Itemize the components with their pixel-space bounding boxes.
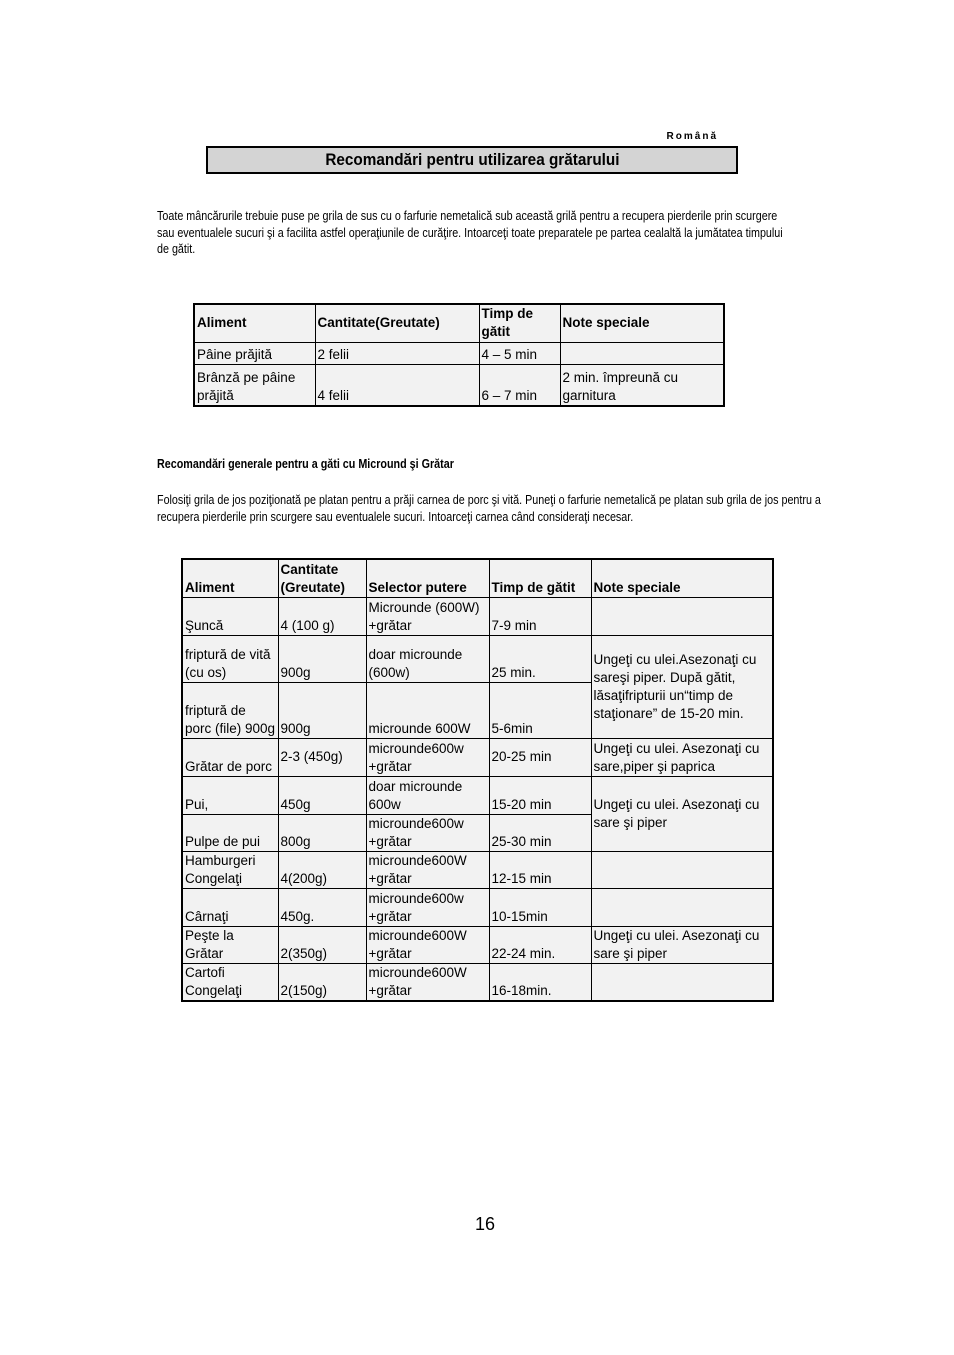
table-cell: doar microunde 600w [366,776,489,814]
table-cell [591,851,773,888]
table-cell: 450g [278,776,366,814]
table-row [182,963,773,1001]
table-cell: 16-18min. [489,963,591,1001]
table-cell: 900g [278,682,366,738]
table-cell: 15-20 min [489,776,591,814]
table-cell: 900g [278,635,366,682]
table-cell: microunde600W +grătar [366,851,489,888]
table-cell: Pâine prăjită [194,342,315,364]
table-cell: Ungeţi cu ulei. Asezonaţi cu sare şi piper [591,926,773,963]
section-paragraph: Folosiţi grila de jos poziţionată pe platan pentru a prăji carnea de porc şi vită. Puneţi o farfurie nemetalică pe platan sub grila de jos pentru a recupera pierderile prin scurgere sau eventualele sucuri. Intoarceţi carnea când consideraţi necesar. [157,493,821,524]
table-cell: 2 felii [315,342,479,364]
table-cell: Şuncă [182,597,278,635]
table-cell: 450g. [278,888,366,926]
table-cell [591,597,773,635]
microwave-grill-table [181,558,774,1002]
table-row [182,888,773,926]
grill-table [193,303,725,407]
page-title-box [206,146,738,174]
table-cell: 2-3 (450g) [278,738,366,776]
table-cell: friptură de porc (file) 900g [182,682,278,738]
table-cell [560,342,724,364]
table-cell: 7-9 min [489,597,591,635]
table-cell: microunde 600W [366,682,489,738]
table-cell: Cartofi Congelaţi [182,963,278,1001]
table-cell [591,963,773,1001]
table-cell: 4 (100 g) [278,597,366,635]
section-title: Recomandări generale pentru a găti cu Micround şi Grătar [157,457,454,471]
language-label: Română [666,131,718,142]
table-cell: 2(150g) [278,963,366,1001]
table-cell: microunde600w +grătar [366,738,489,776]
table-cell: doar microunde (600w) [366,635,489,682]
table-cell: friptură de vită (cu os) [182,635,278,682]
table-cell: 25-30 min [489,814,591,851]
table-cell: 2(350g) [278,926,366,963]
table-cell: 12-15 min [489,851,591,888]
table-cell: microunde600w +grătar [366,814,489,851]
table-cell: microunde600W +grătar [366,963,489,1001]
page-title: Recomandări pentru utilizarea grătarului [324,150,620,169]
table-cell: Microunde (600W) +grătar [366,597,489,635]
table-cell: 5-6min [489,682,591,738]
intro-paragraph: Toate mâncărurile trebuie puse pe grila de sus cu o farfurie nemetalică sub această grilă pentru a recupera pierderile prin scurgere sau eventualele sucuri şi a facilita astfel operaţiunile de curăţire. Intoarceţi toate preparatele pe partea cealaltă la jumătatea timpului de gătit. [157,209,783,256]
table-cell: 800g [278,814,366,851]
table-cell: Hamburgeri Congelaţi [182,851,278,888]
table-row [182,635,773,682]
table-cell: microunde600W +grătar [366,926,489,963]
table-row [182,597,773,635]
header-cell: Aliment [194,304,315,342]
header-cell: Note speciale [560,304,724,342]
header-cell: Selector putere [366,559,489,597]
table-header-row [194,304,724,342]
table-cell: 25 min. [489,635,591,682]
table-cell: Pulpe de pui [182,814,278,851]
table-cell: 10-15min [489,888,591,926]
table-cell: 2 min. împreună cu garnitura [560,364,724,406]
table-row [182,851,773,888]
table-cell: Grătar de porc [182,738,278,776]
table-cell: Pui, [182,776,278,814]
table-cell: Ungeţi cu ulei. Asezonaţi cu sare şi piper [591,776,773,851]
table-cell: 4 felii [315,364,479,406]
table-cell: 4(200g) [278,851,366,888]
table-cell: 4 – 5 min [479,342,560,364]
table-cell [591,888,773,926]
table-row [182,926,773,963]
table-row [194,364,724,406]
table-cell: Brânză pe pâine prăjită [194,364,315,406]
header-cell: Timp de gătit [479,304,560,342]
table-row [194,342,724,364]
header-cell: Timp de gătit [489,559,591,597]
table-cell: microunde600w +grătar [366,888,489,926]
table-cell: Ungeţi cu ulei.Asezonaţi cu sareşi piper. După gătit, lăsaţifripturii un“timp de staţionare” de 15-20 min. [591,635,773,738]
table-cell: Ungeţi cu ulei. Asezonaţi cu sare,piper şi paprica [591,738,773,776]
table-cell: 22-24 min. [489,926,591,963]
table-header-row [182,559,773,597]
header-cell: Aliment [182,559,278,597]
table-cell: 20-25 min [489,738,591,776]
header-cell: Note speciale [591,559,773,597]
table-row [182,738,773,776]
table-cell: Peşte la Grătar [182,926,278,963]
table-cell: 6 – 7 min [479,364,560,406]
header-cell: Cantitate(Greutate) [315,304,479,342]
header-cell: Cantitate (Greutate) [278,559,366,597]
page-number: 16 [474,1214,496,1234]
table-cell: Cârnaţi [182,888,278,926]
table-row [182,776,773,814]
